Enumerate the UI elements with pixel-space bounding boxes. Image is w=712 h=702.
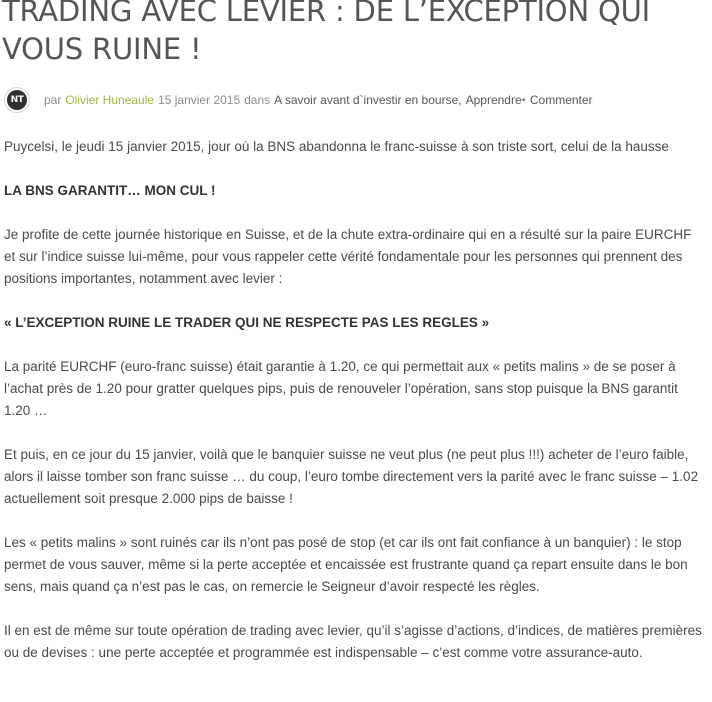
paragraph-levier: Il en est de même sur toute opération de trading avec levier, qu’il s’agisse d’actions, d’indices, de matières premières ou de devises : une perte acceptée et programmée est indispensable – c’est comme votre assurance-auto. xyxy=(4,623,702,660)
in-label: dans xyxy=(244,93,271,107)
comment-link[interactable]: Commenter xyxy=(529,93,593,107)
post-title: TRADING AVEC LEVIER : DE L’EXCEPTION QUI VOUS RUINE ! xyxy=(2,0,650,66)
paragraph-15-janvier: Et puis, en ce jour du 15 janvier, voilà que le banquier suisse ne veut plus (ne peut plus !!!) acheter de l’euro faible, alors il laisse tomber son franc suisse … du coup, l’euro tombe directement vers la parité avec le franc suisse – 1.02 actuellement soit presque 2.000 pips de baisse ! xyxy=(4,447,699,506)
meta-bullet: • xyxy=(521,93,526,107)
paragraph-intro: Puycelsi, le jeudi 15 janvier 2015, jour où la BNS abandonna le franc-suisse à son triste sort, celui de la hausse xyxy=(4,139,669,154)
author-avatar[interactable] xyxy=(4,87,30,113)
avatar-logo: NT xyxy=(7,90,27,110)
category-link-apprendre[interactable]: Apprendre xyxy=(465,93,522,107)
by-label: par xyxy=(44,93,62,107)
category-separator: , xyxy=(458,93,462,107)
heading-bns: LA BNS GARANTIT… MON CUL ! xyxy=(4,183,216,198)
heading-exception: « L’EXCEPTION RUINE LE TRADER QUI NE RESPECTE PAS LES REGLES » xyxy=(4,315,490,330)
category-link-investir[interactable]: A savoir avant d`investir en bourse xyxy=(274,93,459,107)
post-date: 15 janvier 2015 xyxy=(158,93,241,107)
paragraph-eurchf: La parité EURCHF (euro-franc suisse) était garantie à 1.20, ce qui permettait aux « petits malins » de se poser à l’achat près de 1.20 pour gratter quelques pips, puis de renouveler l’opération, sans stop puisque la BNS garantit 1.20 … xyxy=(4,359,678,418)
author-link[interactable]: Olivier Huneaule xyxy=(65,93,155,107)
paragraph-petits-malins: Les « petits malins » sont ruinés car ils n’ont pas posé de stop (et car ils ont fait confiance à un banquier) : le stop permet de vous sauver, même si la perte acceptée et encaissée est frustrante quand ça repart ensuite dans le bon sens, mais quand ça n’est pas le cas, on remercie le Seigneur d’avoir respecté les règles. xyxy=(4,535,688,594)
post-content xyxy=(4,136,704,686)
post-meta xyxy=(4,86,593,114)
paragraph-context: Je profite de cette journée historique en Suisse, et de la chute extra-ordinaire qui en a résulté sur la paire EURCHF et sur l’indice suisse lui-même, pour vous rappeler cette vérité fondamentale pour les personnes qui prennent des positions importantes, notamment avec levier : xyxy=(4,227,692,286)
